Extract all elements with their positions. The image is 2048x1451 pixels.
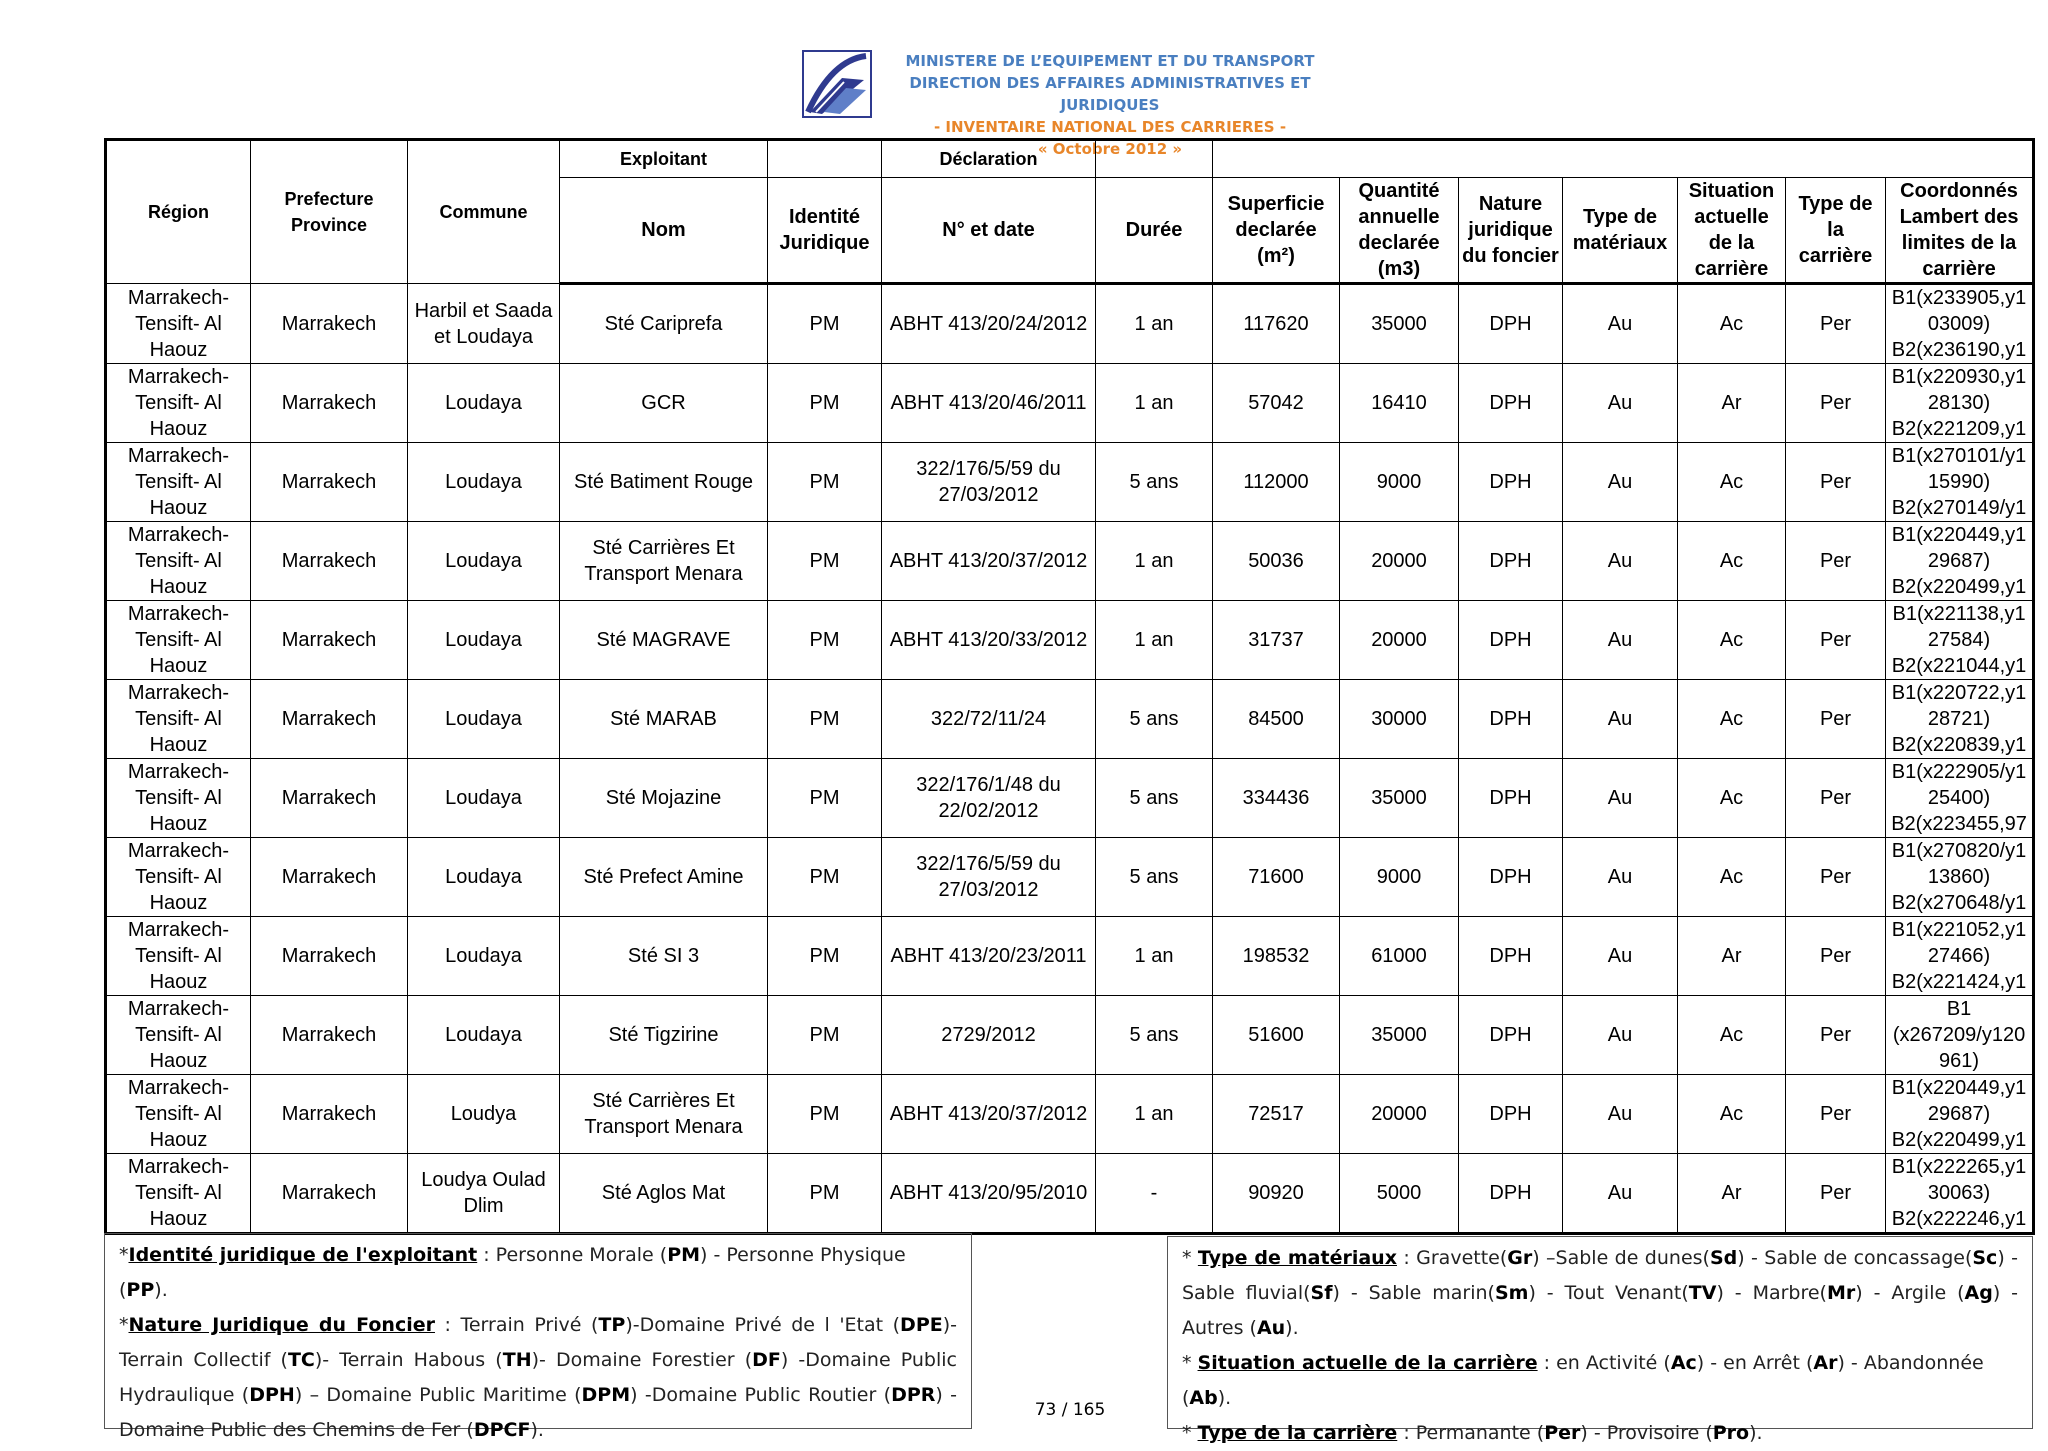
cell-duree: 5 ans — [1096, 443, 1213, 522]
cell-region: Marrakech-Tensift- Al Haouz — [106, 680, 251, 759]
cell-region: Marrakech-Tensift- Al Haouz — [106, 364, 251, 443]
cell-quantite: 35000 — [1340, 284, 1459, 364]
cell-nature: DPH — [1459, 680, 1563, 759]
cell-numero: 322/176/1/48 du 22/02/2012 — [882, 759, 1096, 838]
cell-quantite: 20000 — [1340, 1075, 1459, 1154]
coord-line: 15990) — [1927, 471, 1991, 493]
table-row — [106, 680, 2034, 759]
cell-numero: ABHT 413/20/33/2012 — [882, 601, 1096, 680]
coord-line: B1(x220930,y1 — [1891, 366, 2027, 388]
cell-commune: Loudaya — [408, 443, 560, 522]
cell-commune: Loudaya — [408, 759, 560, 838]
cell-superficie: 50036 — [1213, 522, 1340, 601]
coord-line: B1(x220449,y1 — [1891, 524, 2027, 546]
cell-nature: DPH — [1459, 1075, 1563, 1154]
coord-line: 27466) — [1927, 945, 1991, 967]
table-row — [106, 838, 2034, 917]
table-row — [106, 522, 2034, 601]
cell-nom: Sté Carrières Et Transport Menara — [560, 1075, 768, 1154]
cell-type-mat: Au — [1563, 364, 1678, 443]
coord-line: 28130) — [1927, 392, 1991, 414]
cell-nom: Sté Tigzirine — [560, 996, 768, 1075]
cell-identite: PM — [768, 996, 882, 1075]
cell-type-car: Per — [1786, 680, 1886, 759]
cell-type-mat: Au — [1563, 759, 1678, 838]
col-header-coordonnees: Coordonnés Lambert des limites de la carrière — [1886, 178, 2034, 284]
cell-type-mat: Au — [1563, 601, 1678, 680]
cell-type-car: Per — [1786, 838, 1886, 917]
table-row — [106, 996, 2034, 1075]
page-number: 73 / 165 — [1034, 1400, 1106, 1420]
cell-prefecture: Marrakech — [251, 838, 408, 917]
table-group-header-row — [106, 140, 2034, 178]
cell-numero: 322/72/11/24 — [882, 680, 1096, 759]
cell-quantite: 9000 — [1340, 838, 1459, 917]
cell-commune: Harbil et Saada et Loudaya — [408, 284, 560, 364]
cell-nature: DPH — [1459, 522, 1563, 601]
coord-line: 28721) — [1927, 708, 1991, 730]
cell-duree: 1 an — [1096, 522, 1213, 601]
coord-line: B2(x220499,y1 — [1891, 1129, 2027, 1151]
group-header-exploitant: Exploitant — [560, 140, 768, 178]
cell-numero: ABHT 413/20/95/2010 — [882, 1154, 1096, 1234]
cell-nature: DPH — [1459, 364, 1563, 443]
col-header-type-materiaux: Type de matériaux — [1563, 178, 1678, 284]
group-header-blank — [768, 140, 882, 178]
col-header-prefecture: Prefecture Province — [251, 140, 408, 284]
coord-line: B1(x270820/y1 — [1891, 840, 2027, 862]
cell-situation: Ac — [1678, 443, 1786, 522]
cell-superficie: 334436 — [1213, 759, 1340, 838]
cell-nature: DPH — [1459, 1154, 1563, 1234]
cell-type-car: Per — [1786, 601, 1886, 680]
legend-nature: *Nature Juridique du Foncier : Terrain Privé (TP)-Domaine Privé de l 'Etat (DPE)- Terrain Collectif (TC)- Terrain Habous (TH)- Domaine Forestier (DF) -Domaine Public Hydraulique (DPH) – Domaine Public Maritime (DPM) -Domaine Public Routier (DPR) - Domaine Public des Chemins de Fer (DPCF). — [119, 1314, 958, 1441]
cell-prefecture: Marrakech — [251, 364, 408, 443]
cell-quantite: 20000 — [1340, 601, 1459, 680]
cell-region: Marrakech-Tensift- Al Haouz — [106, 917, 251, 996]
col-header-situation: Situation actuelle de la carrière — [1678, 178, 1786, 284]
cell-numero: 2729/2012 — [882, 996, 1096, 1075]
cell-type-car: Per — [1786, 759, 1886, 838]
cell-duree: 5 ans — [1096, 759, 1213, 838]
cell-superficie: 112000 — [1213, 443, 1340, 522]
cell-coordonnees — [1886, 443, 2034, 522]
table-row — [106, 443, 2034, 522]
cell-nom: Sté MARAB — [560, 680, 768, 759]
cell-region: Marrakech-Tensift- Al Haouz — [106, 601, 251, 680]
cell-quantite: 9000 — [1340, 443, 1459, 522]
cell-nom: Sté MAGRAVE — [560, 601, 768, 680]
table-body — [106, 284, 2034, 1234]
cell-identite: PM — [768, 1154, 882, 1234]
cell-situation: Ac — [1678, 996, 1786, 1075]
coord-line: (x267209/y120 — [1892, 1024, 2026, 1046]
cell-prefecture: Marrakech — [251, 522, 408, 601]
cell-region: Marrakech-Tensift- Al Haouz — [106, 1154, 251, 1234]
cell-coordonnees — [1886, 522, 2034, 601]
cell-quantite: 20000 — [1340, 522, 1459, 601]
cell-prefecture: Marrakech — [251, 917, 408, 996]
cell-nom: Sté Batiment Rouge — [560, 443, 768, 522]
cell-quantite: 16410 — [1340, 364, 1459, 443]
cell-nature: DPH — [1459, 838, 1563, 917]
col-header-nom: Nom — [560, 178, 768, 284]
cell-commune: Loudaya — [408, 522, 560, 601]
cell-type-car: Per — [1786, 996, 1886, 1075]
cell-duree: 1 an — [1096, 284, 1213, 364]
cell-superficie: 117620 — [1213, 284, 1340, 364]
coord-line: 13860) — [1927, 866, 1991, 888]
coord-line: B2(x221424,y1 — [1891, 971, 2027, 993]
cell-superficie: 198532 — [1213, 917, 1340, 996]
cell-identite: PM — [768, 1075, 882, 1154]
coord-line: B1(x221052,y1 — [1891, 919, 2027, 941]
coord-line: B1(x270101/y1 — [1891, 445, 2027, 467]
legend-type-materiaux: * Type de matériaux : Gravette(Gr) –Sable de dunes(Sd) - Sable de concassage(Sc) - Sable fluvial(Sf) - Sable marin(Sm) - Tout Venant(TV) - Marbre(Mr) - Argile (Ag) - Autres (Au). — [1182, 1247, 2019, 1339]
ministry-logo-icon — [802, 50, 872, 118]
cell-nom: Sté Prefect Amine — [560, 838, 768, 917]
legend-right — [1167, 1236, 2033, 1444]
cell-coordonnees — [1886, 917, 2034, 996]
cell-identite: PM — [768, 364, 882, 443]
coord-line: B2(x223455,97 — [1891, 813, 2027, 835]
cell-duree: 1 an — [1096, 601, 1213, 680]
cell-type-mat: Au — [1563, 443, 1678, 522]
coord-line: B1(x220722,y1 — [1891, 682, 2027, 704]
cell-situation: Ac — [1678, 680, 1786, 759]
cell-coordonnees — [1886, 996, 2034, 1075]
cell-type-car: Per — [1786, 522, 1886, 601]
table-row — [106, 364, 2034, 443]
cell-numero: ABHT 413/20/24/2012 — [882, 284, 1096, 364]
coord-line: 961) — [1939, 1050, 1980, 1072]
cell-identite: PM — [768, 601, 882, 680]
cell-numero: 322/176/5/59 du 27/03/2012 — [882, 838, 1096, 917]
col-header-type-carriere: Type de la carrière — [1786, 178, 1886, 284]
cell-type-car: Per — [1786, 1075, 1886, 1154]
cell-prefecture: Marrakech — [251, 601, 408, 680]
cell-prefecture: Marrakech — [251, 443, 408, 522]
cell-numero: ABHT 413/20/37/2012 — [882, 522, 1096, 601]
cell-type-mat: Au — [1563, 1154, 1678, 1234]
cell-commune: Loudaya — [408, 996, 560, 1075]
cell-superficie: 72517 — [1213, 1075, 1340, 1154]
cell-prefecture: Marrakech — [251, 1154, 408, 1234]
group-header-blank — [1096, 140, 1213, 178]
cell-identite: PM — [768, 917, 882, 996]
cell-situation: Ac — [1678, 759, 1786, 838]
cell-coordonnees — [1886, 1154, 2034, 1234]
cell-superficie: 31737 — [1213, 601, 1340, 680]
cell-coordonnees — [1886, 284, 2034, 364]
cell-region: Marrakech-Tensift- Al Haouz — [106, 759, 251, 838]
cell-identite: PM — [768, 680, 882, 759]
cell-duree: - — [1096, 1154, 1213, 1234]
cell-type-car: Per — [1786, 917, 1886, 996]
cell-prefecture: Marrakech — [251, 1075, 408, 1154]
cell-quantite: 5000 — [1340, 1154, 1459, 1234]
cell-coordonnees — [1886, 364, 2034, 443]
cell-situation: Ar — [1678, 364, 1786, 443]
coord-line: 25400) — [1927, 787, 1991, 809]
col-header-quantite: Quantité annuelle declarée (m3) — [1340, 178, 1459, 284]
cell-type-mat: Au — [1563, 284, 1678, 364]
cell-identite: PM — [768, 522, 882, 601]
cell-type-mat: Au — [1563, 680, 1678, 759]
coord-line: B1(x222265,y1 — [1891, 1156, 2027, 1178]
header-ministry: MINISTERE DE L’EQUIPEMENT ET DU TRANSPORT — [905, 52, 1315, 70]
cell-nature: DPH — [1459, 917, 1563, 996]
cell-duree: 5 ans — [1096, 996, 1213, 1075]
col-header-commune: Commune — [408, 140, 560, 284]
cell-type-car: Per — [1786, 443, 1886, 522]
cell-commune: Loudya — [408, 1075, 560, 1154]
cell-nature: DPH — [1459, 601, 1563, 680]
cell-nature: DPH — [1459, 284, 1563, 364]
coord-line: B2(x220499,y1 — [1891, 576, 2027, 598]
cell-region: Marrakech-Tensift- Al Haouz — [106, 1075, 251, 1154]
cell-nom: Sté SI 3 — [560, 917, 768, 996]
cell-nature: DPH — [1459, 759, 1563, 838]
coord-line: 03009) — [1927, 313, 1991, 335]
coord-line: B2(x220839,y1 — [1891, 734, 2027, 756]
header-inventory: - INVENTAIRE NATIONAL DES CARRIERES - — [933, 118, 1287, 136]
legend-situation: * Situation actuelle de la carrière : en Activité (Ac) - en Arrêt (Ar) - Abandonnée (Ab). — [1182, 1352, 1984, 1409]
cell-numero: ABHT 413/20/23/2011 — [882, 917, 1096, 996]
cell-duree: 1 an — [1096, 1075, 1213, 1154]
cell-region: Marrakech-Tensift- Al Haouz — [106, 443, 251, 522]
coord-line: 27584) — [1927, 629, 1991, 651]
legend-identite: *Identité juridique de l'exploitant : Personne Morale (PM) - Personne Physique (PP). — [119, 1244, 906, 1301]
legend-left — [104, 1233, 972, 1441]
cell-coordonnees — [1886, 759, 2034, 838]
cell-identite: PM — [768, 759, 882, 838]
cell-quantite: 35000 — [1340, 759, 1459, 838]
coord-line: B2(x221044,y1 — [1891, 655, 2027, 677]
cell-type-car: Per — [1786, 284, 1886, 364]
group-header-declaration: Déclaration — [882, 140, 1096, 178]
cell-duree: 5 ans — [1096, 838, 1213, 917]
table-row — [106, 759, 2034, 838]
legend-type-carriere: * Type de la carrière : Permanante (Per) - Provisoire (Pro). — [1182, 1422, 1763, 1444]
cell-coordonnees — [1886, 680, 2034, 759]
cell-type-mat: Au — [1563, 917, 1678, 996]
group-header-blank — [1213, 140, 2034, 178]
cell-commune: Loudaya — [408, 364, 560, 443]
cell-superficie: 71600 — [1213, 838, 1340, 917]
cell-duree: 5 ans — [1096, 680, 1213, 759]
cell-nom: Sté Carrières Et Transport Menara — [560, 522, 768, 601]
cell-superficie: 57042 — [1213, 364, 1340, 443]
cell-type-car: Per — [1786, 1154, 1886, 1234]
quarry-inventory-table — [104, 138, 2035, 1235]
coord-line: B2(x221209,y1 — [1891, 418, 2027, 440]
table-row — [106, 1075, 2034, 1154]
cell-coordonnees — [1886, 601, 2034, 680]
cell-region: Marrakech-Tensift- Al Haouz — [106, 996, 251, 1075]
cell-quantite: 35000 — [1340, 996, 1459, 1075]
table-row — [106, 917, 2034, 996]
coord-line: 29687) — [1927, 1103, 1991, 1125]
coord-line: B1(x233905,y1 — [1891, 287, 2027, 309]
coord-line: B2(x222246,y1 — [1891, 1208, 2027, 1230]
coord-line: B2(x270648/y1 — [1891, 892, 2027, 914]
cell-situation: Ac — [1678, 284, 1786, 364]
cell-commune: Loudaya — [408, 680, 560, 759]
cell-numero: 322/176/5/59 du 27/03/2012 — [882, 443, 1096, 522]
header-direction: DIRECTION DES AFFAIRES ADMINISTRATIVES ET JURIDIQUES — [909, 74, 1311, 114]
cell-region: Marrakech-Tensift- Al Haouz — [106, 522, 251, 601]
cell-commune: Loudaya — [408, 917, 560, 996]
table-row — [106, 1154, 2034, 1234]
cell-situation: Ac — [1678, 1075, 1786, 1154]
cell-prefecture: Marrakech — [251, 680, 408, 759]
col-header-numero: N° et date — [882, 178, 1096, 284]
cell-type-mat: Au — [1563, 1075, 1678, 1154]
col-header-nature: Nature juridique du foncier — [1459, 178, 1563, 284]
col-header-identite: Identité Juridique — [768, 178, 882, 284]
cell-situation: Ac — [1678, 522, 1786, 601]
cell-commune: Loudaya — [408, 838, 560, 917]
coord-line: B1(x222905/y1 — [1891, 761, 2027, 783]
cell-situation: Ac — [1678, 601, 1786, 680]
cell-prefecture: Marrakech — [251, 759, 408, 838]
cell-situation: Ar — [1678, 1154, 1786, 1234]
cell-identite: PM — [768, 838, 882, 917]
cell-coordonnees — [1886, 838, 2034, 917]
cell-identite: PM — [768, 284, 882, 364]
coord-line: B1 — [1946, 998, 1972, 1020]
cell-situation: Ac — [1678, 838, 1786, 917]
cell-superficie: 51600 — [1213, 996, 1340, 1075]
coord-line: 30063) — [1927, 1182, 1991, 1204]
cell-commune: Loudaya — [408, 601, 560, 680]
cell-region: Marrakech-Tensift- Al Haouz — [106, 838, 251, 917]
cell-nature: DPH — [1459, 443, 1563, 522]
cell-type-mat: Au — [1563, 838, 1678, 917]
cell-nom: Sté Aglos Mat — [560, 1154, 768, 1234]
cell-nom: Sté Cariprefa — [560, 284, 768, 364]
cell-numero: ABHT 413/20/46/2011 — [882, 364, 1096, 443]
table-row — [106, 284, 2034, 364]
cell-quantite: 30000 — [1340, 680, 1459, 759]
cell-identite: PM — [768, 443, 882, 522]
cell-superficie: 84500 — [1213, 680, 1340, 759]
cell-nature: DPH — [1459, 996, 1563, 1075]
cell-type-car: Per — [1786, 364, 1886, 443]
col-header-superficie: Superficie declarée (m²) — [1213, 178, 1340, 284]
cell-type-mat: Au — [1563, 522, 1678, 601]
cell-nom: GCR — [560, 364, 768, 443]
cell-nom: Sté Mojazine — [560, 759, 768, 838]
cell-duree: 1 an — [1096, 917, 1213, 996]
col-header-duree: Durée — [1096, 178, 1213, 284]
col-header-region: Région — [106, 140, 251, 284]
cell-region: Marrakech-Tensift- Al Haouz — [106, 284, 251, 364]
coord-line: B1(x220449,y1 — [1891, 1077, 2027, 1099]
cell-numero: ABHT 413/20/37/2012 — [882, 1075, 1096, 1154]
coord-line: 29687) — [1927, 550, 1991, 572]
coord-line: B2(x236190,y1 — [1891, 339, 2027, 361]
cell-superficie: 90920 — [1213, 1154, 1340, 1234]
cell-prefecture: Marrakech — [251, 284, 408, 364]
coord-line: B2(x270149/y1 — [1891, 497, 2027, 519]
cell-quantite: 61000 — [1340, 917, 1459, 996]
cell-coordonnees — [1886, 1075, 2034, 1154]
cell-type-mat: Au — [1563, 996, 1678, 1075]
cell-commune: Loudya Oulad Dlim — [408, 1154, 560, 1234]
table-row — [106, 601, 2034, 680]
cell-situation: Ar — [1678, 917, 1786, 996]
cell-duree: 1 an — [1096, 364, 1213, 443]
cell-prefecture: Marrakech — [251, 996, 408, 1075]
header-date: « Octobre 2012 » — [1037, 140, 1183, 158]
coord-line: B1(x221138,y1 — [1892, 603, 2026, 625]
